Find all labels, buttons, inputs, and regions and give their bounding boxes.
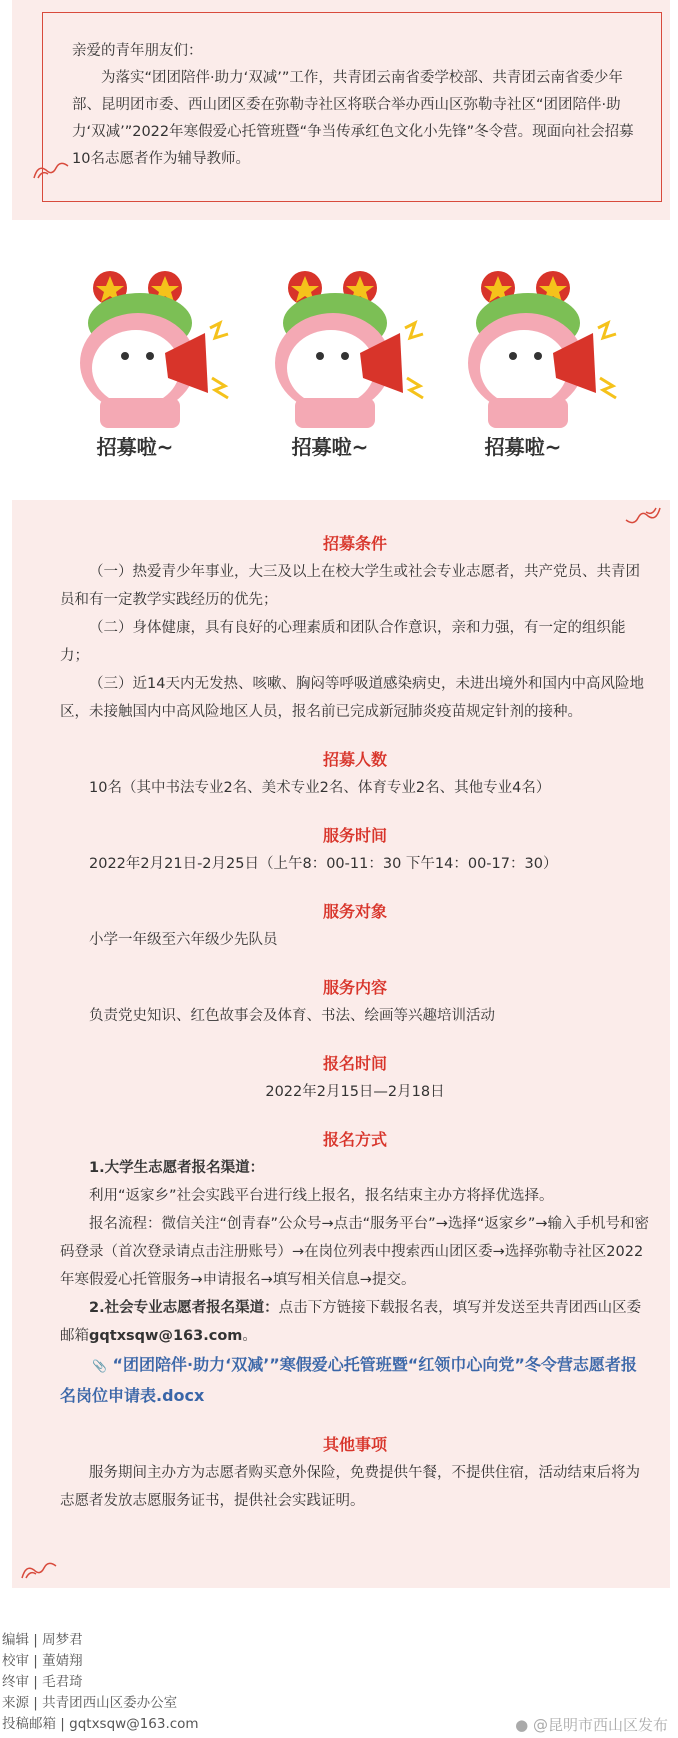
section-title-signup-time: 报名时间 bbox=[322, 1054, 387, 1073]
mascot-image bbox=[265, 268, 425, 468]
intro-card bbox=[12, 0, 670, 220]
swirl-decoration-icon bbox=[20, 1558, 60, 1580]
section-title-other: 其他事项 bbox=[322, 1435, 387, 1454]
section-title-time: 服务时间 bbox=[322, 826, 387, 845]
section-title-content: 服务内容 bbox=[322, 978, 387, 997]
channel2-paragraph bbox=[60, 1294, 650, 1350]
channel1-text: 利用“返家乡”社会实践平台进行线上报名，报名结束主办方将择优选择。 bbox=[89, 1188, 554, 1204]
weibo-watermark bbox=[515, 1714, 668, 1735]
condition-item: （二）身体健康，具有良好的心理素质和团队合作意识，亲和力强，有一定的组织能力； bbox=[60, 620, 626, 664]
footer-row: 终审 | 毛君琦 bbox=[2, 1674, 83, 1690]
recruitment-content bbox=[60, 510, 650, 1515]
attachment-label: “团团陪伴·助力‘双减’”寒假爱心托管班暨“红领巾心向党”冬令营志愿者报名岗位申请表.docx bbox=[60, 1355, 637, 1405]
condition-item: （三）近14天内无发热、咳嗽、胸闷等呼吸道感染病史，未进出境外和国内中高风险地区，未接触国内中高风险地区人员，报名前已完成新冠肺炎疫苗规定针剂的接种。 bbox=[60, 676, 644, 720]
footer-row: 校审 | 董婧翔 bbox=[2, 1653, 83, 1669]
service-target-text: 小学一年级至六年级少先队员 bbox=[89, 932, 278, 948]
mascot-image bbox=[70, 268, 230, 468]
mascot-megaphone-icon bbox=[70, 268, 230, 468]
service-time-text: 2022年2月21日-2月25日（上午8：00-11：30 下午14：00-17：30） bbox=[89, 856, 558, 872]
main-card bbox=[12, 500, 670, 1588]
email-link[interactable]: gqtxsqw@163.com bbox=[89, 1328, 243, 1344]
channel2-title: 2.社会专业志愿者报名渠道： bbox=[89, 1300, 279, 1316]
section-title-target: 服务对象 bbox=[322, 902, 387, 921]
footer-row: 来源 | 共青团西山区委办公室 bbox=[2, 1695, 178, 1711]
mascot-banner bbox=[70, 268, 630, 468]
signup-time-text: 2022年2月15日—2月18日 bbox=[265, 1084, 445, 1100]
email-suffix: 。 bbox=[242, 1328, 257, 1344]
footer-row: 投稿邮箱 | gqtxsqw@163.com bbox=[2, 1716, 199, 1732]
channel1-flow: 报名流程：微信关注“创青春”公众号→点击“服务平台”→选择“返家乡”→输入手机号和密码登录（首次登录请点击注册账号）→在岗位列表中搜索西山团区委→选择弥勒寺社区2022年寒假爱心托管服务→申请报名→填写相关信息→提交。 bbox=[60, 1216, 650, 1288]
mascot-megaphone-icon bbox=[458, 268, 618, 468]
swirl-decoration-icon bbox=[32, 158, 72, 180]
mascot-caption: 招募啦~ bbox=[291, 435, 369, 459]
section-title-method: 报名方式 bbox=[322, 1130, 387, 1149]
count-text: 10名（其中书法专业2名、美术专业2名、体育专业2名、其他专业4名） bbox=[89, 780, 551, 796]
other-text: 服务期间主办方为志愿者购买意外保险，免费提供午餐，不提供住宿，活动结束后将为志愿者发放志愿服务证书，提供社会实践证明。 bbox=[60, 1465, 640, 1509]
footer-row: 编辑 | 周梦君 bbox=[2, 1632, 83, 1648]
paperclip-icon: 📎 bbox=[92, 1359, 107, 1373]
intro-greeting: 亲爱的青年朋友们： bbox=[72, 43, 203, 59]
service-content-text: 负责党史知识、红色故事会及体育、书法、绘画等兴趣培训活动 bbox=[89, 1008, 495, 1024]
mascot-megaphone-icon bbox=[265, 268, 425, 468]
attachment-link[interactable] bbox=[60, 1350, 650, 1411]
mascot-caption: 招募啦~ bbox=[96, 435, 174, 459]
mascot-image bbox=[458, 268, 618, 468]
section-title-conditions: 招募条件 bbox=[322, 534, 387, 553]
condition-item: （一）热爱青少年事业，大三及以上在校大学生或社会专业志愿者，共产党员、共青团员和有一定教学实践经历的优先； bbox=[60, 564, 640, 608]
weibo-icon: ● bbox=[515, 1716, 529, 1734]
channel2-text: 点击下方链接下载报名表，填写并发送至共青团西山区委邮箱 bbox=[60, 1300, 642, 1344]
watermark-text: @昆明市西山区发布 bbox=[532, 1716, 668, 1734]
section-title-count: 招募人数 bbox=[322, 750, 387, 769]
channel1-title: 1.大学生志愿者报名渠道： bbox=[89, 1160, 265, 1176]
intro-paragraph: 为落实“团团陪伴·助力‘双减’”工作，共青团云南省委学校部、共青团云南省委少年部、昆明团市委、西山团区委在弥勒寺社区将联合举办西山区弥勒寺社区“团团陪伴·助力‘双减’”2022年寒假爱心托管班暨“争当传承红色文化小先锋”冬令营。现面向社会招募10名志愿者作为辅导教师。 bbox=[72, 70, 634, 167]
mascot-caption: 招募啦~ bbox=[484, 435, 562, 459]
